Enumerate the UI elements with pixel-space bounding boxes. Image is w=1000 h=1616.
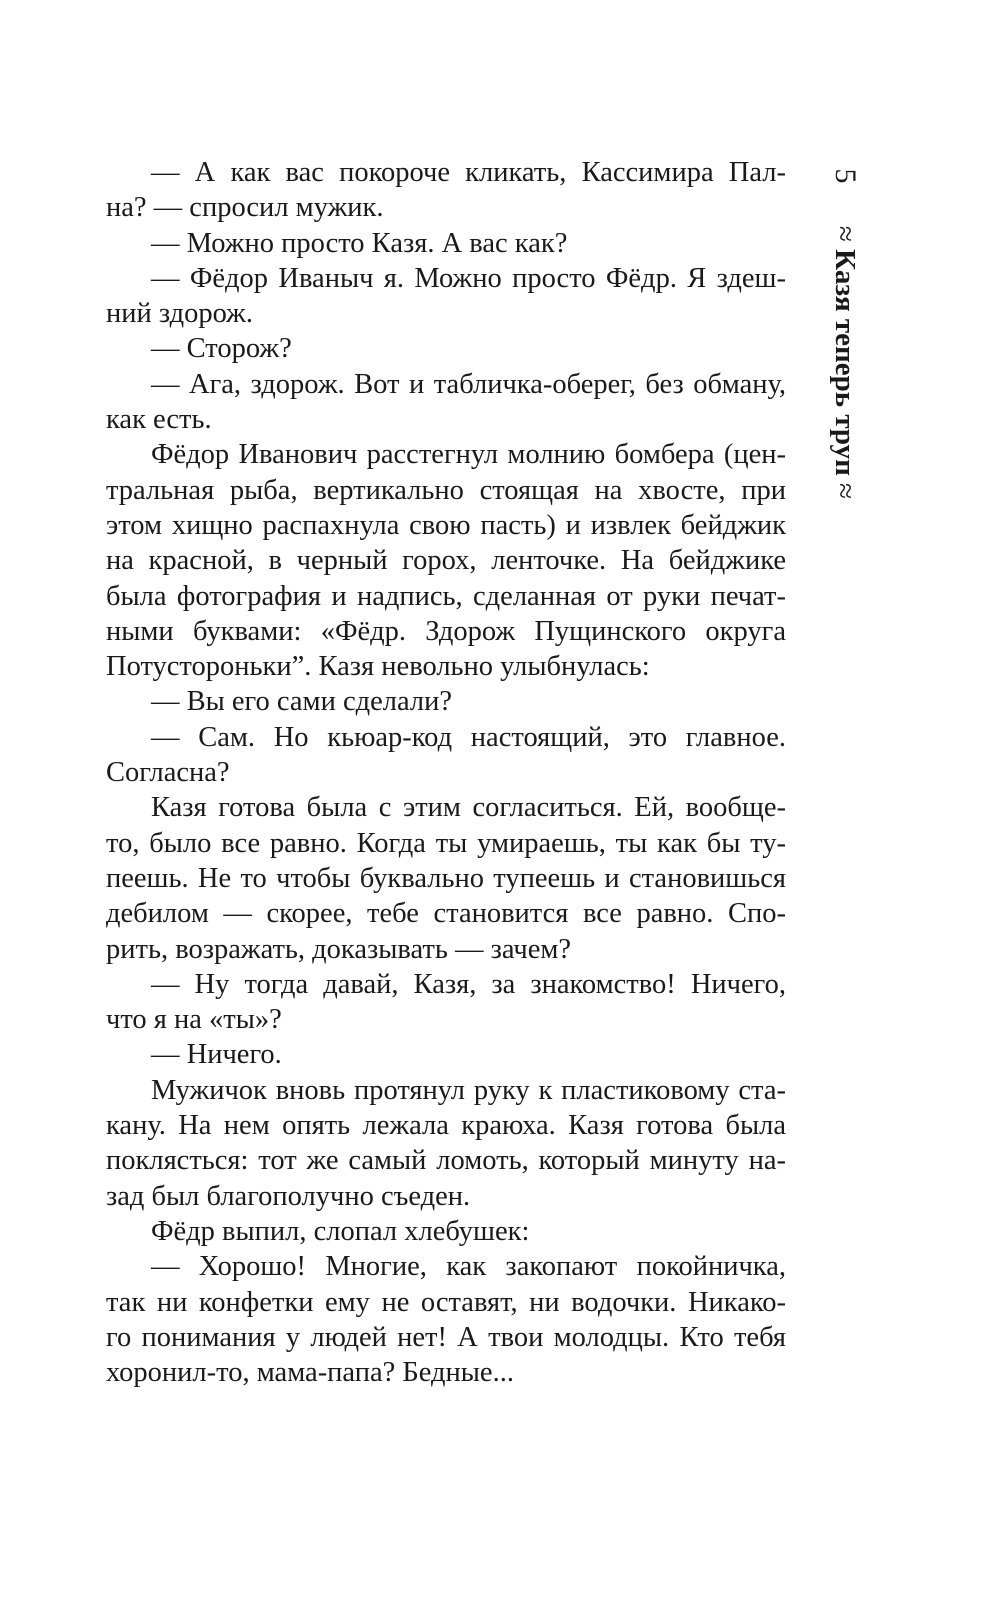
text-line: Согласна?	[106, 757, 230, 789]
text-line: го понимания у людей нет! А твои молодцы. Кто тебя	[106, 1321, 786, 1353]
text-line: тральная рыба, вертикально стоящая на хвосте, при	[106, 474, 786, 506]
text-line: то, было все равно. Когда ты умираешь, ты как бы ту-	[106, 827, 786, 859]
text-line: на красной, в черный горох, ленточке. На бейджике	[106, 545, 786, 577]
running-title-left-mark: ≈	[829, 226, 861, 242]
text-line: — Можно просто Казя. А вас как?	[151, 227, 568, 259]
running-title-container	[825, 226, 865, 536]
text-line: на? — спросил мужик.	[106, 192, 384, 224]
running-title-text: Казя теперь труп	[829, 249, 861, 476]
text-line: рить, возражать, доказывать — зачем?	[106, 933, 572, 965]
text-line: что я на «ты»?	[106, 1004, 282, 1036]
text-line: Фёдр выпил, слопал хлебушек:	[151, 1215, 530, 1247]
text-line: — Вы его сами сделали?	[151, 686, 453, 718]
page-number: 5	[829, 168, 862, 184]
text-line: Казя готова была с этим согласиться. Ей, вообще-	[151, 792, 786, 824]
running-title	[825, 226, 865, 499]
text-line: зад был благополучно съеден.	[106, 1180, 471, 1212]
text-line: Фёдор Иванович расстегнул молнию бомбера (цен-	[151, 439, 786, 471]
text-line: ний здорож.	[106, 298, 253, 330]
text-line: дебилом — скорее, тебе становится все равно. Спо-	[106, 898, 786, 930]
text-line: — А как вас покороче кликать, Кассимира Пал-	[151, 157, 786, 188]
text-line: пеешь. Не то чтобы буквально тупеешь и становишься	[106, 862, 786, 894]
text-line: ными буквами: «Фёдр. Здорож Пущинского округа	[106, 615, 786, 647]
text-line: — Сам. Но кьюар-код настоящий, это главное.	[151, 721, 786, 753]
text-line: как есть.	[106, 404, 212, 436]
text-line: поклясться: тот же самый ломоть, который минуту на-	[106, 1145, 786, 1177]
running-head	[825, 158, 865, 538]
text-line: так ни конфетки ему не оставят, ни водочки. Никако-	[106, 1286, 786, 1318]
text-line: Мужичок вновь протянул руку к пластиковому ста-	[151, 1074, 786, 1106]
text-line: — Сторож?	[151, 333, 292, 365]
text-line: — Фёдор Иваныч я. Можно просто Фёдр. Я здеш-	[151, 262, 786, 294]
text-line: была фотография и надпись, сделанная от руки печат-	[106, 580, 786, 612]
text-line: — Ага, здорож. Вот и табличка-оберег, без обману,	[151, 368, 786, 400]
text-line: — Хорошо! Многие, как закопают покойничка,	[151, 1251, 786, 1283]
body-text	[106, 155, 786, 1390]
text-line: кану. На нем опять лежала краюха. Казя готова была	[106, 1110, 786, 1142]
text-line: — Ничего.	[151, 1039, 282, 1071]
text-line: — Ну тогда давай, Казя, за знакомство! Ничего,	[151, 968, 786, 1000]
text-line: Потусторонькиˮ. Казя невольно улыбнулась:	[106, 651, 650, 683]
running-title-right-mark: ≈	[829, 483, 861, 500]
text-line: хоронил-то, мама-папа? Бедные...	[106, 1357, 514, 1389]
text-line: этом хищно распахнула свою пасть) и извлек бейджик	[106, 509, 786, 541]
